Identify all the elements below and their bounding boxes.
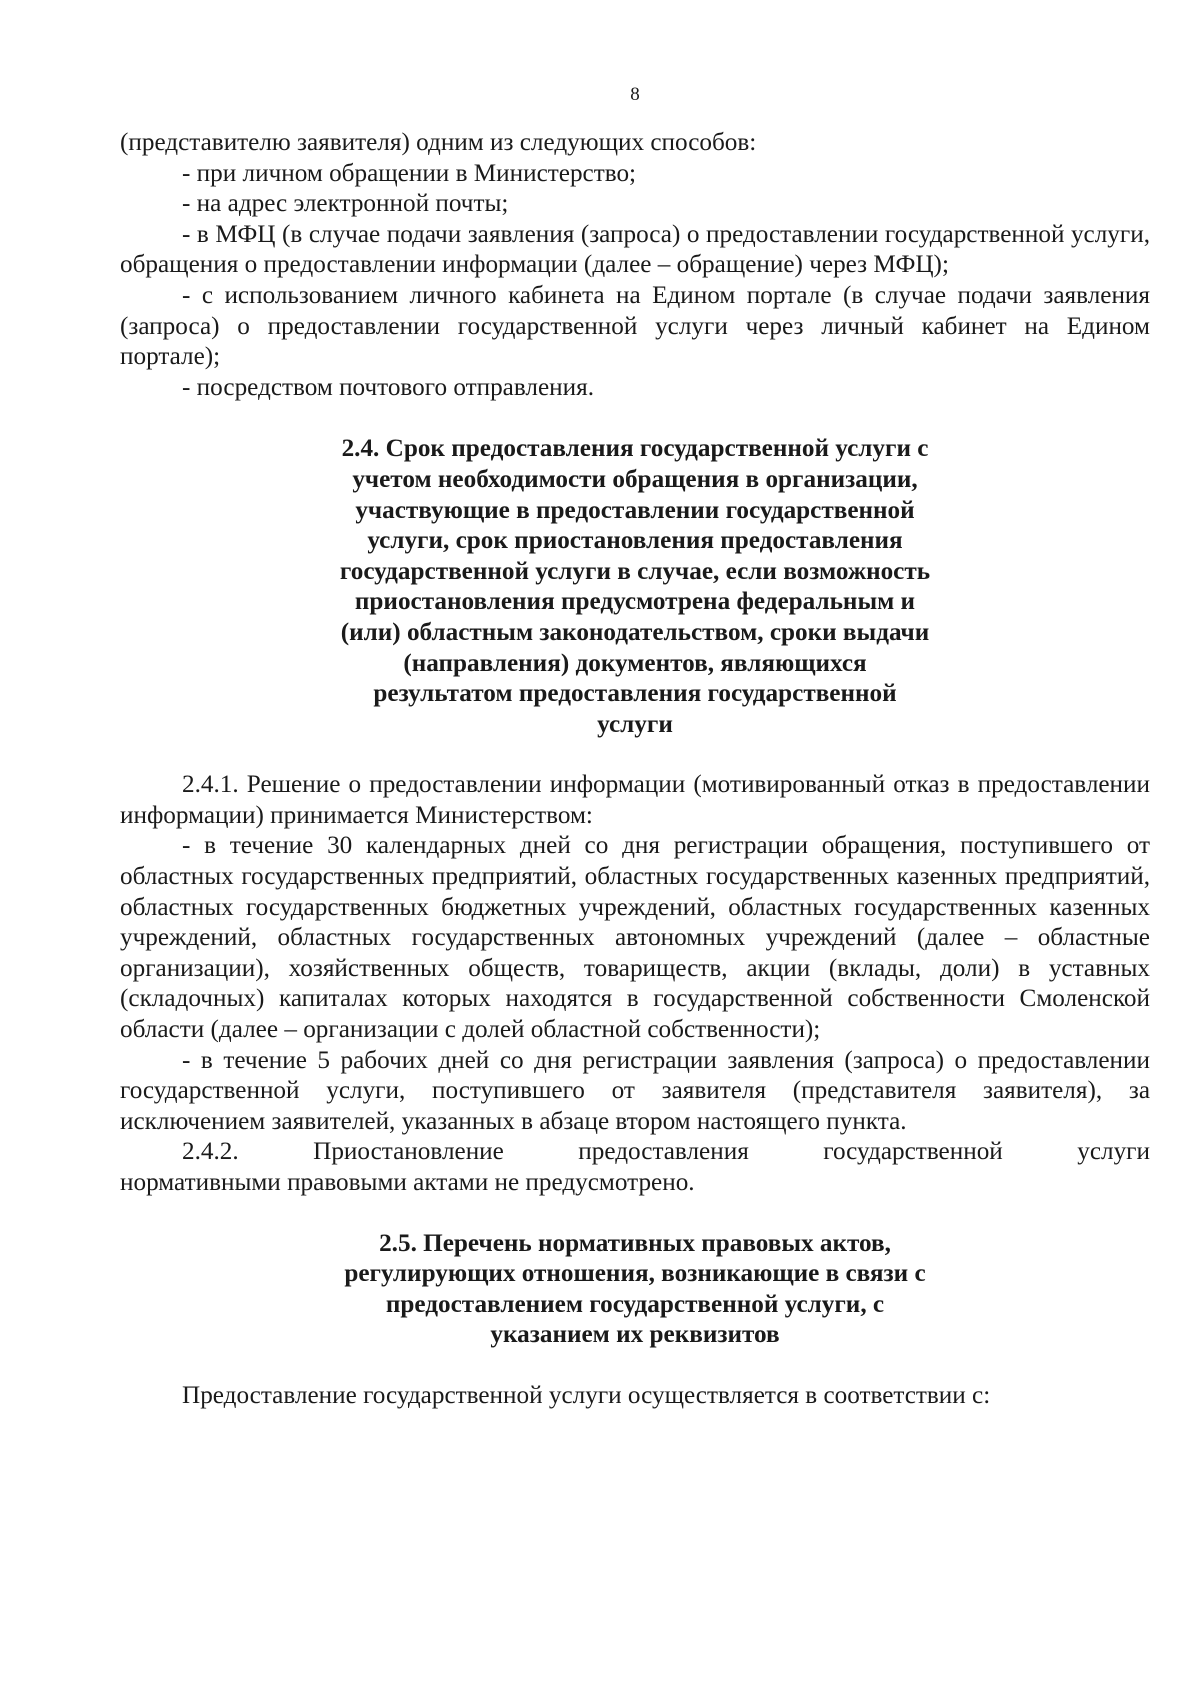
heading-line: указанием их реквизитов <box>490 1321 780 1349</box>
heading-line: 2.5. Перечень нормативных правовых актов, <box>379 1229 891 1257</box>
list-item: - в течение 5 рабочих дней со дня регистрации заявления (запроса) о предоставлении государственной услуги, поступившего от заявителя (представителя заявителя), за исключением заявителей, указанных в абзаце втором настоящего пункта. <box>120 1046 1150 1135</box>
heading-line: услуги, срок приостановления предоставления <box>367 527 903 555</box>
section-heading-2-4 <box>275 434 995 740</box>
heading-line: учетом необходимости обращения в организации, <box>352 465 918 493</box>
heading-line: государственной услуги в случае, если возможность <box>339 557 931 585</box>
heading-line: участвующие в предоставлении государственной <box>355 496 915 524</box>
paragraph-2-4-2-continuation: нормативными правовыми актами не предусмотрено. <box>120 1169 695 1196</box>
list-item: - в МФЦ (в случае подачи заявления (запроса) о предоставлении государственной услуги, обращения о предоставлении информации (далее – обращение) через МФЦ); <box>120 220 1150 279</box>
heading-line: (или) областным законодательством, сроки выдачи <box>340 618 930 646</box>
heading-line: регулирующих отношения, возникающие в связи с <box>344 1260 926 1288</box>
list-item: - посредством почтового отправления. <box>182 373 595 401</box>
heading-line: предоставлением государственной услуги, с <box>385 1290 885 1318</box>
paragraph-continuation: (представителю заявителя) одним из следующих способов: <box>120 129 757 156</box>
paragraph-2-5: Предоставление государственной услуги осуществляется в соответствии с: <box>182 1381 991 1409</box>
heading-line: (направления) документов, являющихся <box>403 649 867 677</box>
document-body <box>120 128 1150 1412</box>
section-heading-2-5 <box>275 1229 995 1351</box>
list-item: - на адрес электронной почты; <box>182 190 509 218</box>
page-number: 8 <box>630 84 640 105</box>
heading-line: 2.4. Срок предоставления государственной услуги с <box>341 435 929 463</box>
paragraph-2-4-1: 2.4.1. Решение о предоставлении информации (мотивированный отказ в предоставлении информации) принимается Министерством: <box>120 771 1150 829</box>
paragraph-2-4-2: 2.4.2. Приостановление предоставления государственной услуги <box>182 1138 1150 1166</box>
list-item: - при личном обращении в Министерство; <box>182 159 637 187</box>
heading-line: приостановления предусмотрена федеральным и <box>354 588 916 616</box>
list-item: - в течение 30 календарных дней со дня регистрации обращения, поступившего от областных государственных предприятий, областных государственных казенных предприятий, областных государственных бюджетных учреждений, областных государственных казенных учреждений, областных государственных автономных учреждений (далее – областные организации), хозяйственных обществ, товариществ, акции (вклады, доли) в уставных (складочных) капиталах которых находятся в государственной собственности Смоленской области (далее – организации с долей областной собственности); <box>120 832 1150 1044</box>
heading-line: результатом предоставления государственной <box>373 680 897 708</box>
list-item: - с использованием личного кабинета на Едином портале (в случае подачи заявления (запроса) о предоставлении государственной услуги через личный кабинет на Едином портале); <box>120 281 1150 371</box>
heading-line: услуги <box>597 710 673 738</box>
